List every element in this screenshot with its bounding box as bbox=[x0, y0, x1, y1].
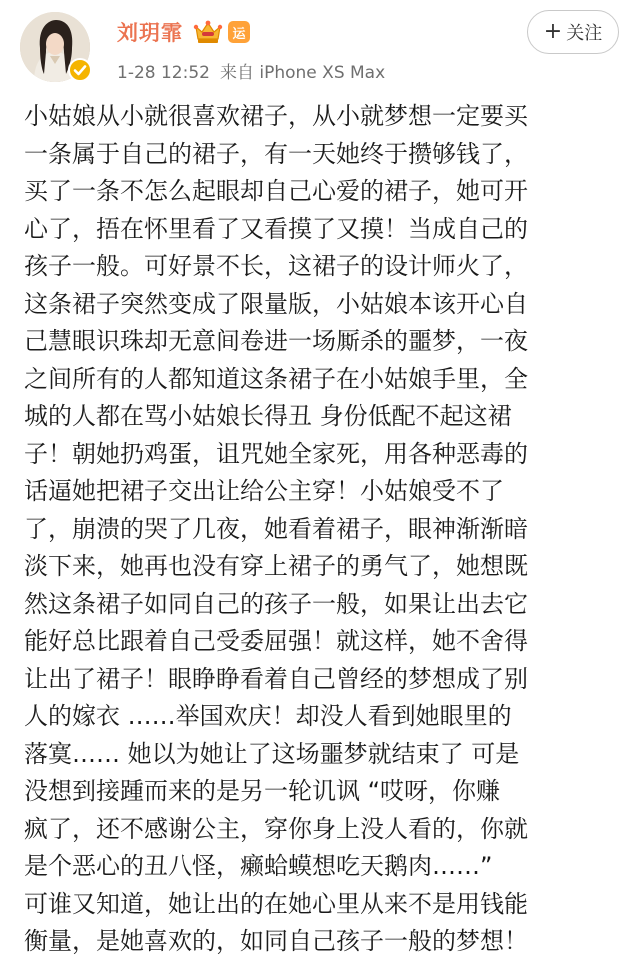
post-text-line: 然这条裙子如同自己的孩子一般，如果让出去它 bbox=[24, 589, 528, 618]
post-text-line: 子！朝她扔鸡蛋，诅咒她全家死，用各种恶毒的 bbox=[24, 439, 528, 468]
post-text-line: 己慧眼识珠却无意间卷进一场厮杀的噩梦，一夜 bbox=[24, 327, 528, 355]
post-text-line: 是个恶心的丑八怪，癞蛤蟆想吃天鹅肉……” bbox=[24, 852, 493, 880]
post-text-line: 之间所有的人都知道这条裙子在小姑娘手里，全 bbox=[24, 364, 528, 393]
post-text-line: 这条裙子突然变成了限量版，小姑娘本该开心自 bbox=[24, 289, 528, 318]
post-time: 1-28 12:52 bbox=[117, 63, 210, 83]
verified-check-icon bbox=[68, 58, 92, 82]
post-text-line: 心了，捂在怀里看了又看摸了又摸！当成自己的 bbox=[24, 214, 528, 243]
plus-icon: + bbox=[543, 19, 563, 44]
post-text-line: 人的嫁衣 ……举国欢庆！却没人看到她眼里的 bbox=[24, 702, 512, 730]
post-text-line: 孩子一般。可好景不长，这裙子的设计师火了， bbox=[24, 252, 528, 280]
post-source: 来自 iPhone XS Max bbox=[219, 63, 386, 83]
post-body-text bbox=[24, 98, 624, 961]
post-header bbox=[0, 0, 640, 92]
follow-button-label: 关注 bbox=[566, 23, 603, 44]
post-text-line: 没想到接踵而来的是另一轮讥讽 “哎呀，你赚 bbox=[24, 777, 501, 805]
author-name-row bbox=[117, 17, 250, 47]
post-text-line: 让出了裙子！眼睁睁看着自己曾经的梦想成了别 bbox=[24, 664, 528, 693]
post-text-line: 买了一条不怎么起眼却自己心爱的裙子，她可开 bbox=[24, 177, 528, 205]
fortune-badge[interactable]: 运 bbox=[228, 21, 250, 43]
post-text-line: 可谁又知道，她让出的在她心里从来不是用钱能 bbox=[24, 889, 528, 918]
post-text-line: 话逼她把裙子交出让给公主穿！小姑娘受不了 bbox=[24, 477, 504, 505]
follow-button[interactable] bbox=[527, 10, 619, 54]
crown-vip-icon[interactable] bbox=[193, 19, 223, 45]
post-text-line: 了，崩溃的哭了几夜，她看着裙子，眼神渐渐暗 bbox=[24, 514, 528, 543]
post-text-line: 小姑娘从小就很喜欢裙子，从小就梦想一定要买 bbox=[24, 102, 528, 130]
post-text-line: 能好总比跟着自己受委屈强！就这样，她不舍得 bbox=[24, 627, 528, 655]
author-name[interactable]: 刘玥霏 bbox=[117, 21, 183, 45]
post-text-line: 一条属于自己的裙子，有一天她终于攒够钱了， bbox=[24, 139, 528, 168]
post-text-line: 衡量，是她喜欢的，如同自己孩子一般的梦想！ bbox=[24, 927, 528, 955]
post-meta bbox=[117, 58, 385, 83]
post-text-line: 落寞…… 她以为她让了这场噩梦就结束了 可是 bbox=[24, 739, 520, 768]
post-text-line: 淡下来，她再也没有穿上裙子的勇气了，她想既 bbox=[24, 552, 528, 580]
post-text-line: 疯了，还不感谢公主，穿你身上没人看的，你就 bbox=[24, 814, 528, 843]
post-text-line: 城的人都在骂小姑娘长得丑 身份低配不起这裙 bbox=[24, 402, 512, 430]
